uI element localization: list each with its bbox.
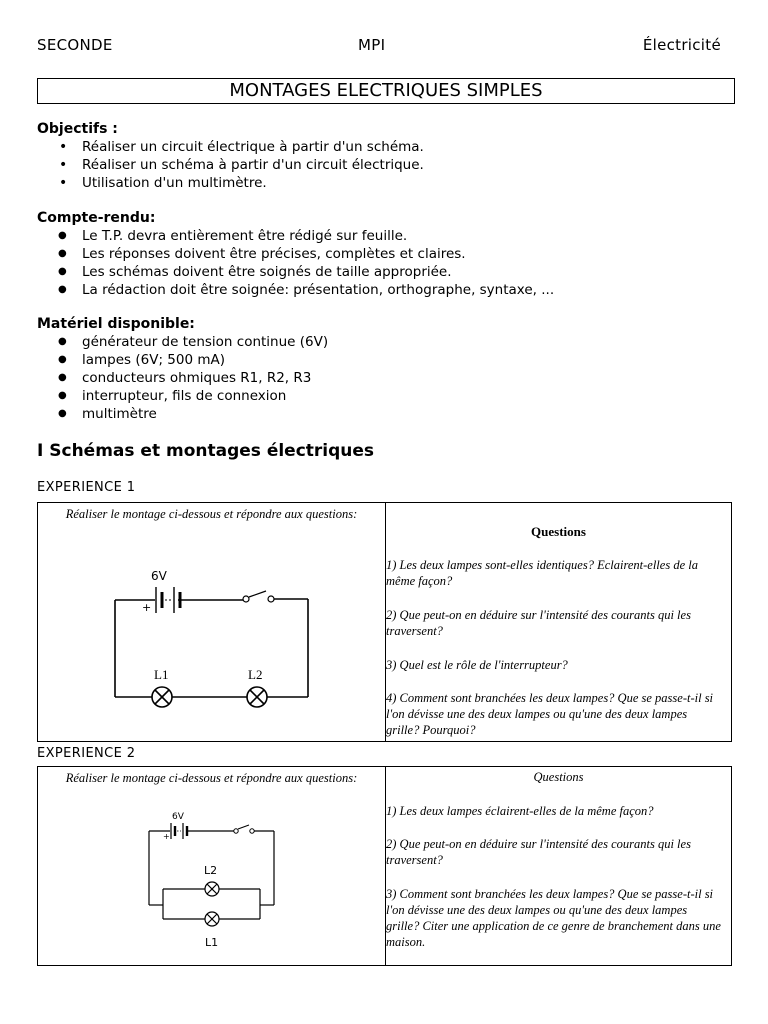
exp1-label: EXPERIENCE 1: [37, 480, 136, 495]
exp1-lamp1-label: L1: [154, 667, 169, 682]
exp1-instruction: Réaliser le montage ci-dessous et répondre aux questions:: [65, 507, 358, 521]
header-subject: MPI: [358, 36, 386, 54]
exp2-question-2: 2) Que peut-on en déduire sur l'intensité des courants qui les traversent?: [386, 837, 691, 867]
header-topic: Électricité: [642, 36, 721, 54]
list-item: • Utilisation d'un multimètre.: [56, 174, 424, 192]
list-item: ● La rédaction doit être soignée: présentation, orthographe, syntaxe, ...: [56, 281, 554, 299]
exp1-questions-title: Questions: [531, 524, 586, 539]
exp2-question-1: 1) Les deux lampes éclairent-elles de la même façon?: [386, 804, 654, 818]
header-level: SECONDE: [37, 36, 113, 54]
list-item: ● Le T.P. devra entièrement être rédigé sur feuille.: [56, 227, 554, 245]
exp1-right-cell: [386, 503, 731, 741]
exp1-plus-sign: +: [142, 601, 152, 614]
exp2-circuit-diagram: [38, 767, 385, 965]
list-item: ● Les schémas doivent être soignés de taille appropriée.: [56, 263, 554, 281]
exp2-right-cell: [386, 767, 731, 965]
exp1-voltage-label: 6V: [151, 569, 167, 583]
exp1-question-3: 3) Quel est le rôle de l'interrupteur?: [386, 658, 568, 672]
list-item: • Réaliser un circuit électrique à partir d'un schéma.: [56, 138, 424, 156]
list-item: ● lampes (6V; 500 mA): [56, 351, 328, 369]
exp2-lamp2-label: L2: [204, 864, 218, 877]
objectifs-heading: Objectifs :: [37, 121, 118, 137]
exp1-lamp2-label: L2: [248, 667, 263, 682]
page-title: MONTAGES ELECTRIQUES SIMPLES: [37, 78, 735, 104]
objectifs-list: [56, 138, 424, 192]
list-item: ● multimètre: [56, 405, 328, 423]
compte-rendu-list: [56, 227, 554, 299]
list-item: ● interrupteur, fils de connexion: [56, 387, 328, 405]
exp1-question-2: 2) Que peut-on en déduire sur l'intensité des courants qui les traversent?: [386, 608, 691, 638]
list-item: ● conducteurs ohmiques R1, R2, R3: [56, 369, 328, 387]
exp2-question-3: 3) Comment sont branchées les deux lampes? Que se passe-t-il si l'on dévisse une des deux lampes ou qu'une des deux lampes grille? Citer une application de ce genre de branchement dans une maison.: [386, 887, 721, 949]
list-item: ● générateur de tension continue (6V): [56, 333, 328, 351]
materiel-list: [56, 333, 328, 423]
exp2-table: [37, 766, 732, 966]
exp2-voltage-label: 6V: [172, 812, 184, 822]
exp1-left-cell: [38, 503, 386, 741]
exp2-instruction: Réaliser le montage ci-dessous et répondre aux questions:: [65, 771, 358, 785]
section1-title: I Schémas et montages électriques: [37, 441, 375, 461]
exp1-circuit-diagram: [38, 503, 385, 741]
exp2-questions-title: Questions: [533, 770, 584, 784]
exp2-left-cell: [38, 767, 386, 965]
exp2-plus-sign: +: [163, 832, 170, 841]
exp1-question-4: 4) Comment sont branchées les deux lampes? Que se passe-t-il si l'on dévisse une des deux lampes ou qu'une des deux lampes grille? Pourquoi?: [386, 691, 714, 737]
materiel-heading: Matériel disponible:: [37, 316, 195, 332]
list-item: • Réaliser un schéma à partir d'un circuit électrique.: [56, 156, 424, 174]
exp1-table: [37, 502, 732, 742]
exp2-lamp1-label: L1: [205, 936, 219, 949]
list-item: ● Les réponses doivent être précises, complètes et claires.: [56, 245, 554, 263]
compte-rendu-heading: Compte-rendu:: [37, 210, 156, 226]
exp2-label: EXPERIENCE 2: [37, 746, 136, 761]
exp1-question-1: 1) Les deux lampes sont-elles identiques? Eclairent-elles de la même façon?: [386, 558, 698, 588]
